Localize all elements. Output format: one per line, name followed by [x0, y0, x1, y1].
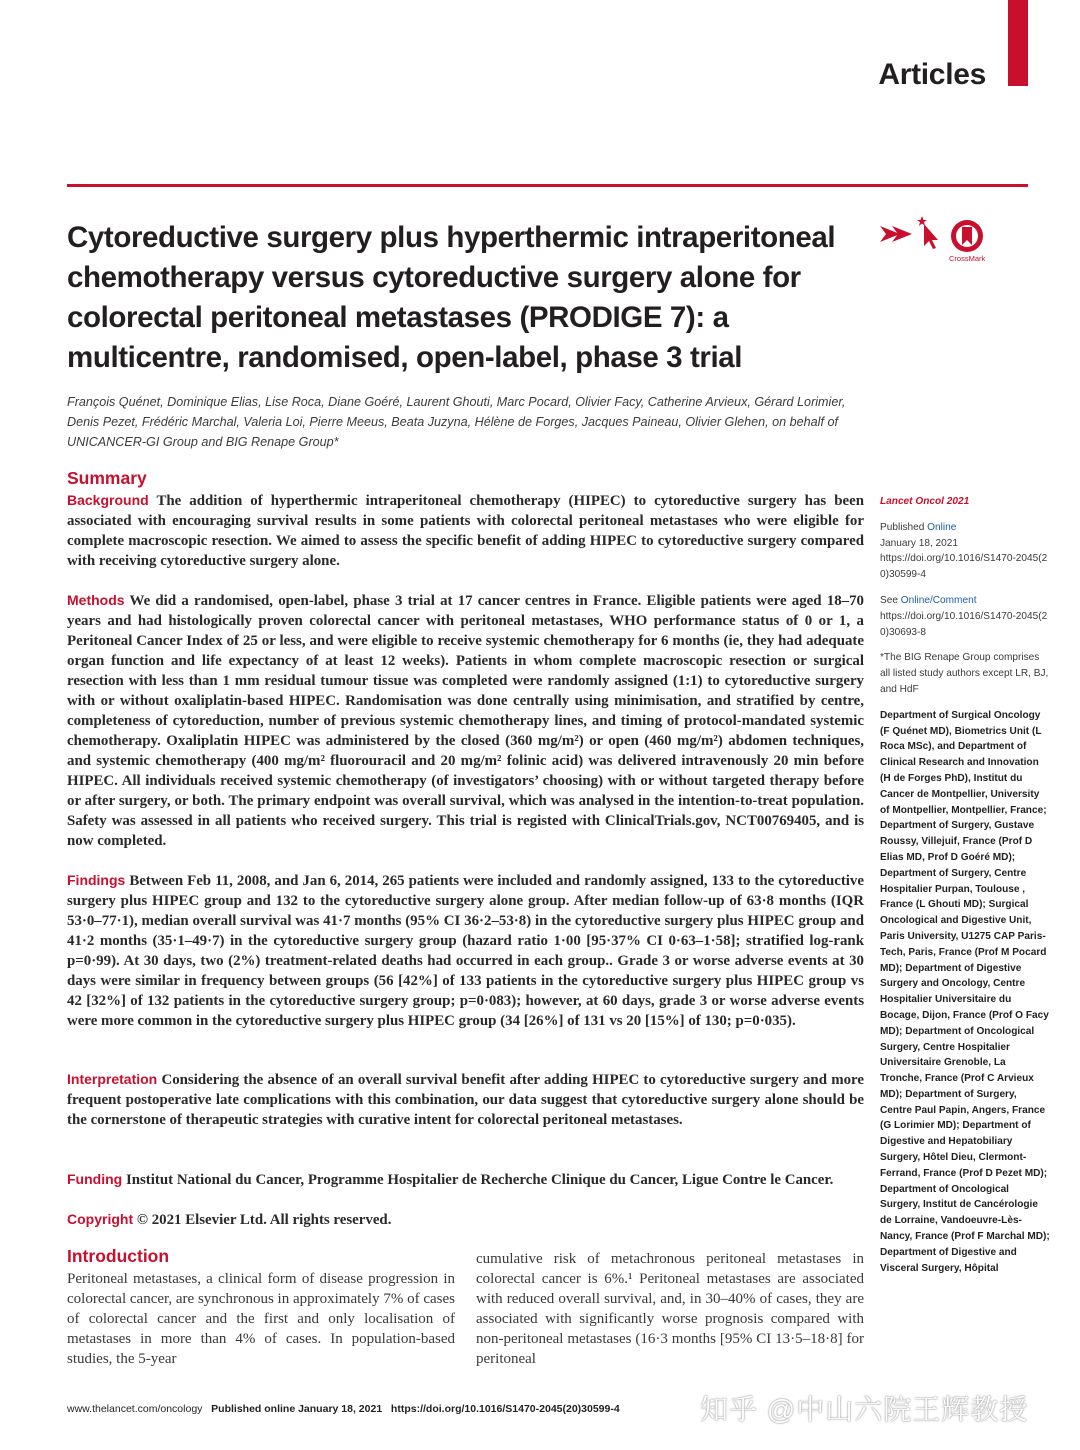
funding-label: Funding: [67, 1171, 123, 1187]
published-date: January 18, 2021: [880, 537, 959, 549]
doi-link[interactable]: https://doi.org/10.1016/S1470-2045(20)30599-4: [880, 553, 1048, 581]
footer-site[interactable]: www.thelancet.com/oncology: [67, 1403, 203, 1415]
published-info: [880, 520, 1050, 583]
methods-text: We did a randomised, open-label, phase 3 trial at 17 cancer centres in France. Eligible patients were aged 18–70 years and had histologically proven colorectal cancer with peritoneal metastases, WHO performance status of 0 or 1, a Peritoneal Cancer Index of 25 or less, and were eligible to receive systemic chemotherapy for 6 months (ie, they had adequate organ function and life expectancy of at least 12 weeks). Patients in whom complete macroscopic resection or surgical resection with less than 1 mm residual tumour tissue was completed were randomly assigned (1:1) to cytoreductive surgery with or without oxaliplatin-based HIPEC. Randomisation was done centrally using minimisation, and stratified by centre, completeness of cytoreduction, number of previous systemic chemotherapy lines, and timing of protocol-mandated systemic chemotherapy. Oxaliplatin HIPEC was administered by the closed (360 mg/m²) or open (460 mg/m²) abdomen techniques, and systemic chemotherapy (400 mg/m² fluorouracil and 20 mg/m² folinic acid) was delivered intravenously 20 min before HIPEC. All individuals received systemic chemotherapy (of investigators’ choosing) with or without targeted therapy before or after surgery, or both. The primary endpoint was overall survival, which was analysed in the intention-to-treat population. Safety was assessed in all patients who received surgery. This trial is registed with ClinicalTrials.gov, NCT00769405, and is now completed.: [67, 593, 864, 849]
funding-text: Institut National du Cancer, Programme Hospitalier de Recherche Clinique du Cancer, Ligue Contre le Cancer.: [125, 1172, 834, 1188]
share-arrow-icon: [880, 226, 912, 242]
footer-doi[interactable]: https://doi.org/10.1016/S1470-2045(20)30599-4: [390, 1403, 620, 1415]
background-text: The addition of hyperthermic intraperitoneal chemotherapy (HIPEC) to cytoreductive surgery has been associated with encouraging survival results in some patients with colorectal peritoneal metastases who were eligible for complete macroscopic resection. We aimed to assess the specific benefit of adding HIPEC to cytoreductive surgery compared with receiving cytoreductive surgery alone.: [67, 493, 864, 569]
footer-published: Published online January 18, 2021: [211, 1403, 383, 1415]
author-list: François Quénet, Dominique Elias, Lise Roca, Diane Goéré, Laurent Ghouti, Marc Pocard, Olivier Facy, Catherine Arvieux, Gérard Lorimier, Denis Pezet, Frédéric Marchal, Valeria Loi, Pierre Meeus, Beata Juzyna, Hélène de Forges, Jacques Paineau, Olivier Glehen, on behalf of UNICANCER-GI Group and BIG Renape Group*: [67, 395, 846, 449]
see-prefix: See: [880, 594, 901, 606]
summary-copyright: [67, 1209, 864, 1230]
copyright-label: Copyright: [67, 1211, 134, 1227]
section-label: Articles: [878, 58, 986, 91]
header-rule: [67, 184, 1028, 187]
methods-label: Methods: [67, 592, 125, 608]
findings-label: Findings: [67, 872, 126, 888]
published-online-link[interactable]: Online: [927, 521, 957, 533]
summary-funding: [67, 1169, 864, 1190]
summary-heading: Summary: [67, 468, 147, 488]
crossmark-logo-icon: [951, 220, 983, 252]
article-title: Cytoreductive surgery plus hyperthermic intraperitoneal chemotherapy versus cytoreductive surgery alone for colorectal peritoneal metastases (PRODIGE 7): a multicentre, randomised, open-label, phase 3 trial: [67, 221, 836, 374]
introduction-heading: Introduction: [67, 1246, 170, 1266]
comment-info: [880, 593, 1050, 640]
watermark: 知乎 @中山六院王辉教授: [700, 1394, 1029, 1425]
journal-citation: Lancet Oncol 2021: [880, 496, 970, 507]
published-prefix: Published: [880, 521, 928, 533]
group-note: *The BIG Renape Group comprises all listed study authors except LR, BJ, and HdF: [880, 652, 1049, 695]
background-label: Background: [67, 492, 149, 508]
summary-findings: [67, 870, 864, 1031]
introduction-column-1: Peritoneal metastases, a clinical form of disease progression in colorectal cancer, are synchronous in approximately 7% of cases of colorectal cancer and the first and only localisation of metastases in more than 4% of cases. In population-based studies, the 5-year: [67, 1271, 455, 1367]
summary-interpretation: [67, 1069, 864, 1130]
section-tab: [1008, 0, 1028, 86]
summary-background: [67, 490, 864, 571]
sidebar: [880, 494, 1050, 1276]
interpretation-text: Considering the absence of an overall survival benefit after adding HIPEC to cytoreductive surgery and more frequent postoperative late complications with this combination, our data suggest that cytoreductive surgery alone should be the cornerstone of therapeutic strategies with curative intent for colorectal peritoneal metastases.: [67, 1072, 864, 1128]
introduction-column-2: cumulative risk of metachronous peritoneal metastases in colorectal cancer is 6%.¹ Peritoneal metastases are associated with reduced overall survival, and, in 30–40% of cases, they are associated with significantly worse prognosis compared with non-peritoneal metastases (16·3 months [95% CI 13·5–18·8] for peritoneal: [476, 1251, 864, 1367]
affiliations: Department of Surgical Oncology (F Quénet MD), Biometrics Unit (L Roca MSc), and Department of Clinical Research and Innovation (H de Forges PhD), Institut du Cancer de Montpellier, University of Montpellier, Montpellier, France; Department of Surgery, Gustave Roussy, Villejuif, France (Prof D Elias MD, Prof D Goéré MD); Department of Surgery, Centre Hospitalier Purpan, Toulouse , France (L Ghouti MD); Surgical Oncological and Digestive Unit, Paris University, U1275 CAP Paris-Tech, Paris, France (Prof M Pocard MD); Department of Digestive Surgery and Oncology, Centre Hospitalier Universitaire du Bocage, Dijon, France (Prof O Facy MD); Department of Oncological Surgery, Centre Hospitalier Universitaire Grenoble, La Tronche, France (Prof C Arvieux MD); Department of Surgery, Centre Paul Papin, Angers, France (G Lorimier MD); Department of Digestive and Hepatobiliary Surgery, Hôtel Dieu, Clermont-Ferrand, France (Prof D Pezet MD); Department of Oncological Surgery, Institut de Cancérologie de Lorraine, Vandoeuvre-Lès-Nancy, France (Prof F Marchal MD); Department of Digestive and Visceral Surgery, Hôpital: [880, 709, 1050, 1274]
comment-doi-link[interactable]: https://doi.org/10.1016/S1470-2045(20)30693-8: [880, 610, 1048, 638]
findings-text: Between Feb 11, 2008, and Jan 6, 2014, 265 patients were included and randomly assigned, 133 to the cytoreductive surgery plus HIPEC group and 132 to the cytoreductive surgery alone group. After median follow-up of 63·8 months (IQR 53·0–77·1), median overall survival was 41·7 months (95% CI 36·2–53·8) in the cytoreductive surgery plus HIPEC group and 41·2 months (35·1–49·7) in the cytoreductive surgery group (hazard ratio 1·00 [95·37% CI 0·63–1·58]; stratified log-rank p=0·99). At 30 days, two (2%) treatment-related deaths had occurred in each group.. Grade 3 or worse adverse events at 30 days were similar in frequency between groups (56 [42%] of 133 patients in the cytoreductive surgery plus HIPEC group vs 42 [32%] of 132 patients in the cytoreductive surgery group; p=0·083); however, at 60 days, grade 3 or worse adverse events were more common in the cytoreductive surgery plus HIPEC group (34 [26%] of 131 vs 20 [15%] of 130; p=0·035).: [67, 873, 864, 1029]
copyright-text: © 2021 Elsevier Ltd. All rights reserved.: [136, 1212, 392, 1228]
cursor-icon: [917, 216, 938, 249]
interpretation-label: Interpretation: [67, 1071, 158, 1087]
comment-link[interactable]: Online/Comment: [900, 594, 977, 606]
summary-methods: [67, 590, 864, 851]
page-footer: [67, 1403, 620, 1415]
crossmark-label: CrossMark: [949, 254, 986, 263]
